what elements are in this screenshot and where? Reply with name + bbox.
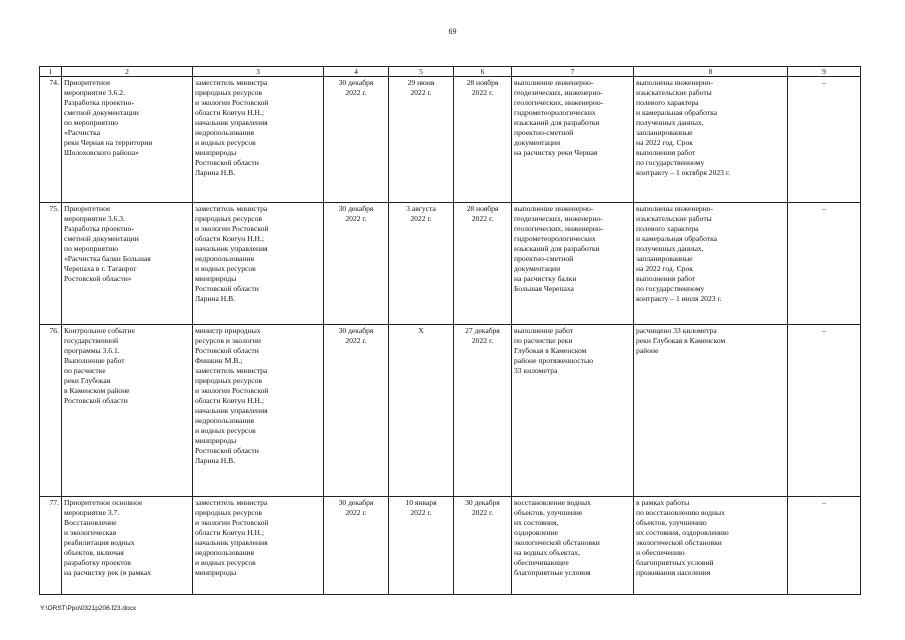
fact-date: 27 декабря 2022 г. xyxy=(454,325,512,497)
table-row xyxy=(40,77,861,203)
actual-result: выполнены инженерно- изыскательские работы полевого характера и камеральная обработка полученных данных, запланированные на 2022 год. Срок выполнения работ по государственному контракту – 1 октября 2023 г. xyxy=(634,77,788,203)
start-date: 10 января 2022 г. xyxy=(389,497,454,595)
header-col-9: 9 xyxy=(788,67,861,77)
note: – xyxy=(788,203,861,325)
start-date: X xyxy=(389,325,454,497)
note: – xyxy=(788,497,861,595)
start-date: 3 августа 2022 г. xyxy=(389,203,454,325)
table-row xyxy=(40,325,861,497)
row-number: 77. xyxy=(40,497,62,595)
footer-file-path: Y:\ORST\Ppo\0321p206.f23.docx xyxy=(40,605,137,612)
planned-result: восстановление водных объектов, улучшение их состояния, оздоровление экологической обстановки на водных объектах, обеспечивающее благоприятные условия xyxy=(512,497,634,595)
planned-result: выполнение работ по расчистке реки Глубокая в Каменском районе протяженностью 33 километра xyxy=(512,325,634,497)
fact-date: 30 декабря 2022 г. xyxy=(454,497,512,595)
header-col-7: 7 xyxy=(512,67,634,77)
plan-date: 30 декабря 2022 г. xyxy=(324,203,389,325)
responsible-person: заместитель министра природных ресурсов и экологии Ростовской области Ковтун Н.Н.; начальник управления недропользования и водных ресурсов минприроды Ростовской области Ларина Н.В. xyxy=(193,203,324,325)
event-name: Приоритетное мероприятие 3.6.3. Разработка проектно- сметной документации по мероприятию «Расчистка балки Большая Черепаха в г. Таганрог Ростовской области» xyxy=(62,203,193,325)
row-number: 75. xyxy=(40,203,62,325)
event-name: Приоритетное мероприятие 3.6.2. Разработка проектно- сметной документации по мероприятию «Расчистка реки Черная на территории Шолоховского района» xyxy=(62,77,193,203)
responsible-person: министр природных ресурсов и экологии Ростовской области Фишкин М.В.; заместитель министра природных ресурсов и экологии Ростовской области Ковтун Н.Н.; начальник управления недропользования и водных ресурсов минприроды Ростовской области Ларина Н.В. xyxy=(193,325,324,497)
row-number: 76. xyxy=(40,325,62,497)
header-row xyxy=(40,67,861,77)
fact-date: 28 ноября 2022 г. xyxy=(454,77,512,203)
row-number: 74. xyxy=(40,77,62,203)
plan-date: 30 декабря 2022 г. xyxy=(324,325,389,497)
planned-result: выполнение инженерно- геодезических, инженерно- геологических, инженерно- гидрометеорологических изысканий для разработки проектно-сметной документации на расчистку балки Большая Черепаха xyxy=(512,203,634,325)
event-name: Приоритетное основное мероприятие 3.7. Восстановление и экологическая реабилитация водных объектов, включая разработку проектов на расчистку рек (в рамках xyxy=(62,497,193,595)
planned-result: выполнение инженерно- геодезических, инженерно- геологических, инженерно- гидрометеорологических изысканий для разработки проектно-сметной документации на расчистку реки Черная xyxy=(512,77,634,203)
note: – xyxy=(788,77,861,203)
plan-date: 30 декабря 2022 г. xyxy=(324,77,389,203)
note: – xyxy=(788,325,861,497)
actual-result: расчищено 33 километра реки Глубокая в Каменском районе xyxy=(634,325,788,497)
header-col-3: 3 xyxy=(193,67,324,77)
header-col-4: 4 xyxy=(324,67,389,77)
actual-result: выполнены инженерно- изыскательские работы полевого характера и камеральная обработка полученных данных, запланированные на 2022 год. Срок выполнения работ по государственному контракту – 1 июля 2023 г. xyxy=(634,203,788,325)
fact-date: 28 ноября 2022 г. xyxy=(454,203,512,325)
header-col-8: 8 xyxy=(634,67,788,77)
responsible-person: заместитель министра природных ресурсов и экологии Ростовской области Ковтун Н.Н.; начальник управления недропользования и водных ресурсов минприроды Ростовской области Ларина Н.В. xyxy=(193,77,324,203)
responsible-person: заместитель министра природных ресурсов и экологии Ростовской области Ковтун Н.Н.; начальник управления недропользования и водных ресурсов минприроды xyxy=(193,497,324,595)
event-name: Контрольное событие государственной программы 3.6.1. Выполнение работ по расчистке реки Глубокая в Каменском районе Ростовской области xyxy=(62,325,193,497)
header-col-5: 5 xyxy=(389,67,454,77)
header-col-2: 2 xyxy=(62,67,193,77)
table-row xyxy=(40,203,861,325)
header-col-6: 6 xyxy=(454,67,512,77)
start-date: 29 июня 2022 г. xyxy=(389,77,454,203)
actual-result: в рамках работы по восстановлению водных объектов, улучшению их состояния, оздоровлению экологической обстановки и обеспечению благоприятных условий проживания населения xyxy=(634,497,788,595)
header-col-1: 1 xyxy=(40,67,62,77)
table-row xyxy=(40,497,861,595)
plan-date: 30 декабря 2022 г. xyxy=(324,497,389,595)
page-number: 69 xyxy=(448,27,457,36)
report-table xyxy=(39,66,861,595)
